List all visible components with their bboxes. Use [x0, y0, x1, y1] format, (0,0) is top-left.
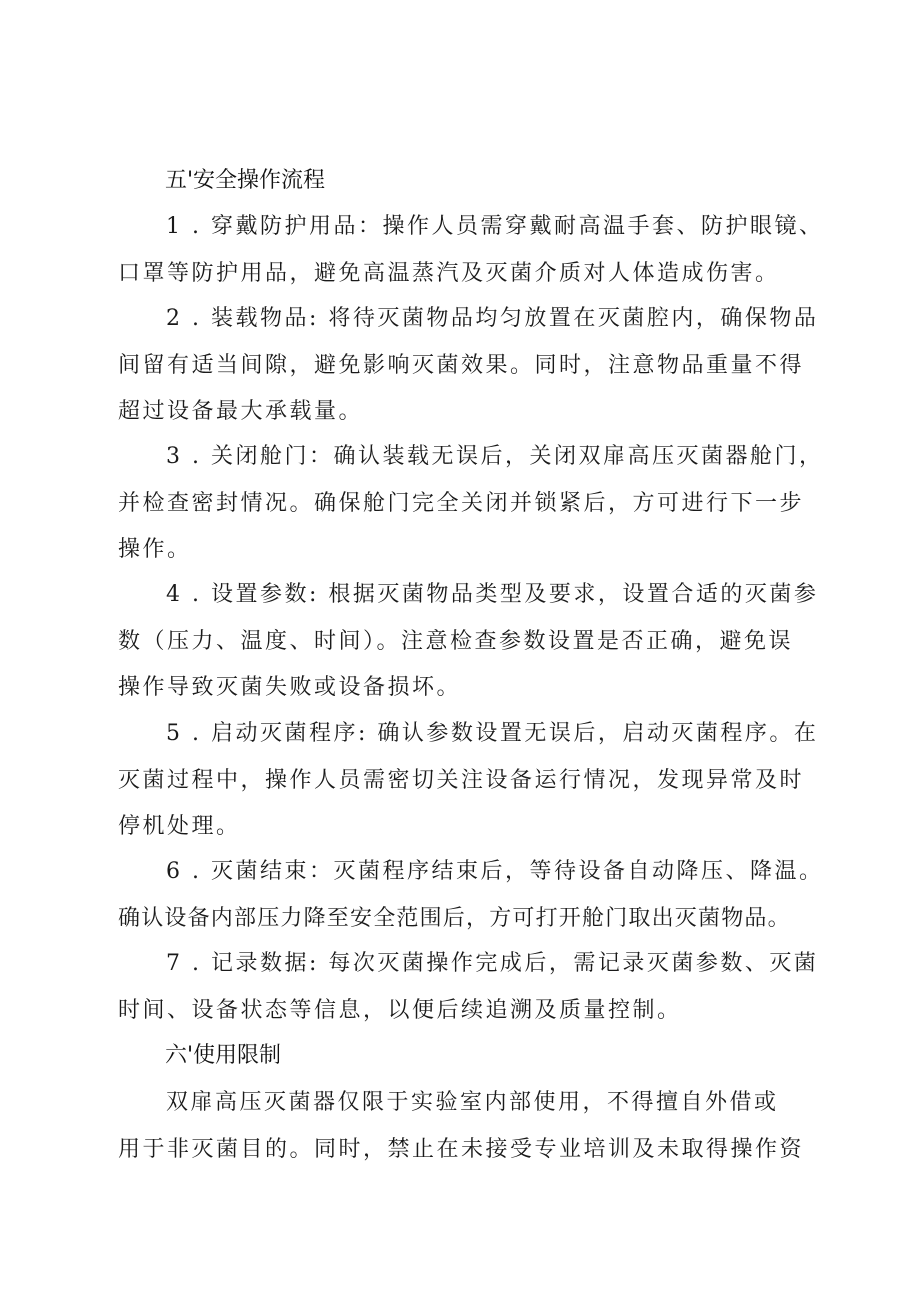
step-4-line-1: 4 . 设置参数: 根据灭菌物品类型及要求，设置合适的灭菌参	[166, 582, 819, 607]
step-2-line-3: 超过设备最大承载量。	[118, 399, 364, 424]
step-1-line-1: 1 . 穿戴防护用品：操作人员需穿戴耐高温手套、防护眼镜、	[166, 214, 824, 239]
step-2-paragraph	[118, 296, 818, 436]
step-4-line-2: 数（压力、温度、时间）。注意检查参数设置是否正确，避免误	[118, 628, 794, 654]
step-4-line-3: 操作导致灭菌失败或设备损坏。	[118, 675, 462, 700]
step-5-line-3: 停机处理。	[118, 814, 241, 839]
step-5-paragraph	[118, 711, 818, 851]
step-3-paragraph	[118, 434, 824, 574]
section-6-heading: 六'使用限制	[165, 1043, 282, 1068]
step-6-line-1: 6 . 灭菌结束：灭菌程序结束后，等待设备自动降压、降温。	[166, 859, 824, 884]
step-7-paragraph	[118, 941, 818, 1034]
step-6-paragraph	[118, 849, 824, 942]
step-7-line-1: 7 . 记录数据: 每次灭菌操作完成后，需记录灭菌参数、灭菌	[166, 951, 819, 976]
step-7-line-2: 时间、设备状态等信息，以便后续追溯及质量控制。	[118, 997, 682, 1023]
section-5-heading: 五'安全操作流程	[165, 168, 326, 193]
step-2-line-2: 间留有适当间隙，避免影响灭菌效果。同时，注意物品重量不得	[118, 352, 805, 378]
step-3-line-1: 3 . 关闭舱门：确认装载无误后，关闭双扉高压灭菌器舱门，	[166, 444, 824, 469]
step-2-line-1: 2 . 装载物品: 将待灭菌物品均匀放置在灭菌腔内，确保物品	[166, 306, 819, 331]
step-3-line-2: 并检查密封情况。确保舱门完全关闭并锁紧后，方可进行下一步	[118, 490, 805, 516]
usage-limit-line-1: 双扉高压灭菌器仅限于实验室内部使用，不得擅自外借或	[166, 1090, 779, 1115]
usage-limit-line-2: 用于非灭菌目的。同时，禁止在未接受专业培训及未取得操作资	[118, 1136, 805, 1162]
step-3-line-3: 操作。	[118, 537, 192, 562]
step-5-line-1: 5 . 启动灭菌程序: 确认参数设置无误后，启动灭菌程序。在	[166, 721, 819, 746]
step-1-line-2: 口罩等防护用品，避免高温蒸汽及灭菌介质对人体造成伤害。	[118, 260, 780, 286]
step-4-paragraph	[118, 572, 818, 712]
step-1-paragraph	[118, 204, 824, 297]
step-6-line-2: 确认设备内部压力降至安全范围后，方可打开舱门取出灭菌物品。	[118, 905, 791, 931]
usage-limit-paragraph	[118, 1080, 818, 1173]
step-5-line-2: 灭菌过程中，操作人员需密切关注设备运行情况，发现异常及时	[118, 767, 805, 793]
